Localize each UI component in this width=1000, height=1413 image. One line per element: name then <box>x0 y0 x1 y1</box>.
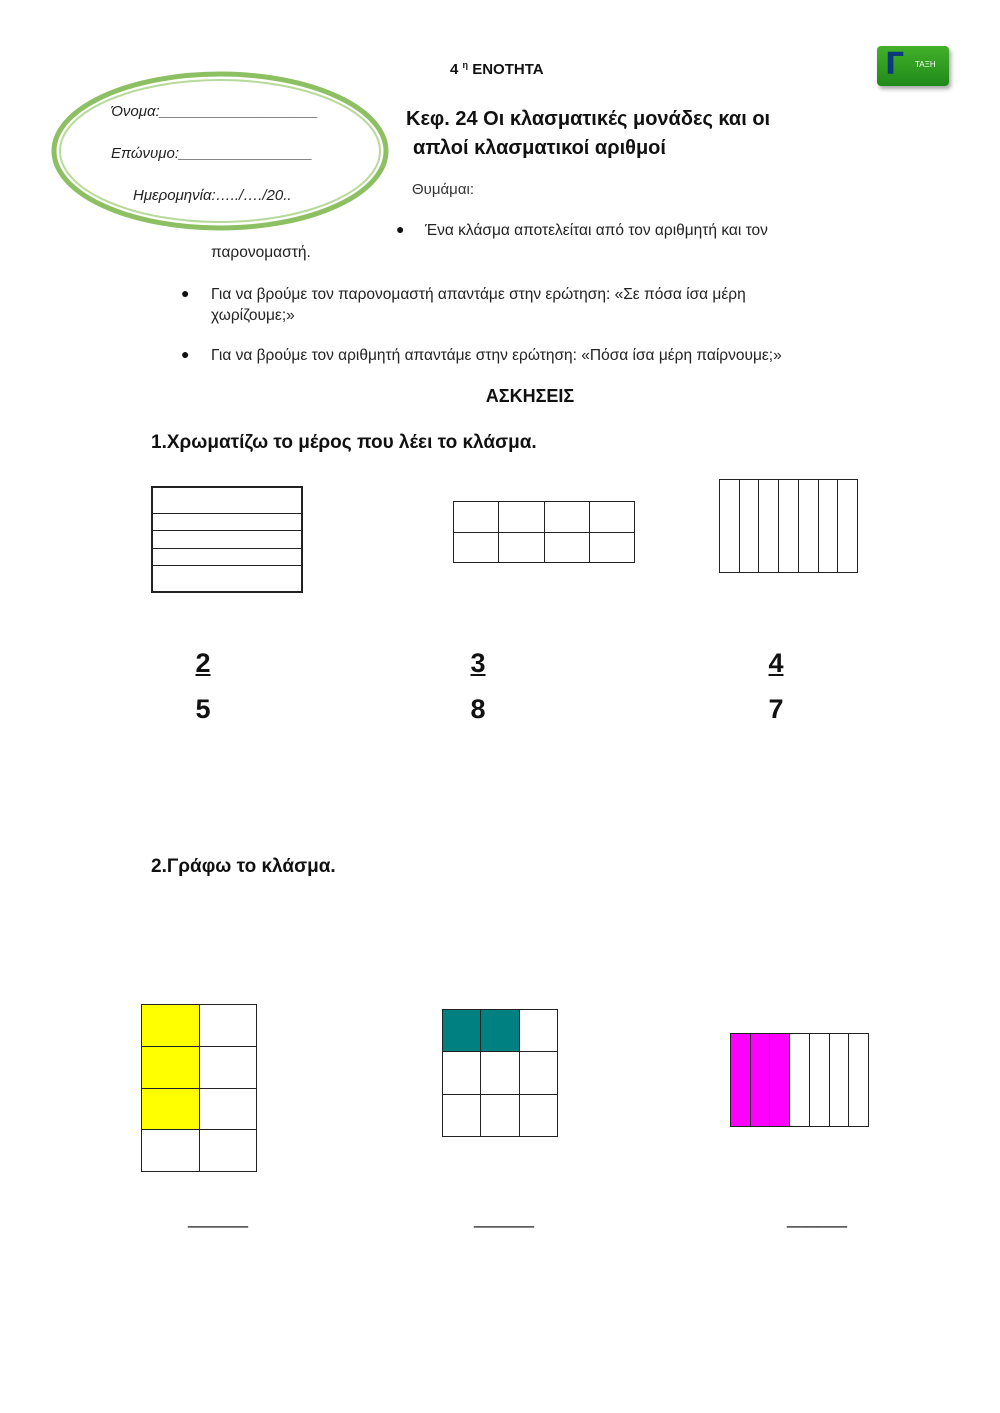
ex2-grid-magenta <box>730 1033 869 1127</box>
chapter-title-line2: απλοί κλασματικοί αριθμοί <box>413 137 666 159</box>
answer-blank-3[interactable]: ______ <box>787 1208 848 1228</box>
grid-cell[interactable] <box>589 502 634 533</box>
shaded-cell <box>770 1034 790 1127</box>
grid-cell <box>519 1094 557 1136</box>
name-field[interactable]: Όνομα:___________________ <box>111 103 319 120</box>
ex1-grid-fifths[interactable] <box>151 486 303 593</box>
fraction-denominator: 5 <box>195 694 211 724</box>
answer-blank-1[interactable]: ______ <box>188 1208 249 1228</box>
logo-letter: Γ <box>885 47 905 82</box>
grid-cell <box>199 1130 257 1172</box>
grid-cell[interactable] <box>152 487 302 513</box>
remember-label: Θυμάμαι: <box>412 181 474 198</box>
grid-cell[interactable] <box>759 480 779 573</box>
grid-cell[interactable] <box>454 502 499 533</box>
grid-cell[interactable] <box>779 480 799 573</box>
grid-cell <box>519 1052 557 1094</box>
exercises-heading: ΑΣΚΗΣΕΙΣ <box>485 386 575 406</box>
shaded-cell <box>481 1010 519 1052</box>
bullet-dot-2: ● <box>181 285 190 301</box>
bullet-1-line1: Ένα κλάσμα αποτελείται από τον αριθμητή και τον <box>425 222 768 239</box>
grid-cell[interactable] <box>720 480 740 573</box>
shaded-cell <box>731 1034 751 1127</box>
class-logo <box>877 46 949 86</box>
grid-cell[interactable] <box>589 532 634 563</box>
grid-cell[interactable] <box>818 480 838 573</box>
bullet-1-line2: παρονομαστή. <box>211 244 311 261</box>
fraction-numerator: 2 <box>195 648 211 678</box>
grid-cell <box>199 1088 257 1130</box>
grid-cell <box>829 1034 849 1127</box>
shaded-cell <box>443 1010 481 1052</box>
grid-cell[interactable] <box>544 502 589 533</box>
fraction-numerator: 4 <box>768 648 784 678</box>
ex1-grid-sevenths[interactable] <box>719 479 858 573</box>
bullet-dot-3: ● <box>181 346 190 362</box>
fraction-four-sevenths <box>761 641 791 733</box>
fraction-denominator: 7 <box>768 694 784 724</box>
grid-cell <box>199 1005 257 1047</box>
ex1-grid-eighths[interactable] <box>453 501 635 563</box>
answer-blank-2[interactable]: ______ <box>474 1208 535 1228</box>
shaded-cell <box>142 1046 200 1088</box>
fraction-denominator: 8 <box>470 694 486 724</box>
fraction-two-fifths <box>188 641 218 733</box>
grid-cell <box>849 1034 869 1127</box>
grid-cell <box>199 1046 257 1088</box>
fraction-numerator: 3 <box>470 648 486 678</box>
bullet-dot-1: ● <box>396 221 405 237</box>
grid-cell[interactable] <box>152 531 302 549</box>
ex2-grid-yellow <box>141 1004 257 1172</box>
grid-cell[interactable] <box>152 513 302 531</box>
unit-heading <box>450 60 544 78</box>
unit-superscript: η <box>462 60 469 70</box>
grid-cell <box>481 1052 519 1094</box>
fraction-three-eighths <box>463 641 493 733</box>
shaded-cell <box>142 1005 200 1047</box>
bullet-2-line1: Για να βρούμε τον παρονομαστή απαντάμε στην ερώτηση: «Σε πόσα ίσα μέρη <box>211 286 746 303</box>
grid-cell[interactable] <box>499 502 544 533</box>
date-field[interactable]: Ημερομηνία:…../…./20.. <box>133 187 292 204</box>
surname-field[interactable]: Επώνυμο:________________ <box>111 145 313 162</box>
grid-cell <box>142 1130 200 1172</box>
logo-text: ΤΑΞΗ <box>915 60 936 69</box>
grid-cell <box>519 1010 557 1052</box>
unit-number: 4 <box>450 61 459 78</box>
grid-cell[interactable] <box>152 548 302 566</box>
exercise1-title: 1.Χρωματίζω το μέρος που λέει το κλάσμα. <box>151 432 537 453</box>
ex2-grid-teal <box>442 1009 558 1137</box>
bullet-3-line1: Για να βρούμε τον αριθμητή απαντάμε στην ερώτηση: «Πόσα ίσα μέρη παίρνουμε;» <box>211 347 782 364</box>
shaded-cell <box>750 1034 770 1127</box>
grid-cell[interactable] <box>798 480 818 573</box>
unit-word: ΕΝΟΤΗΤΑ <box>472 61 544 78</box>
grid-cell[interactable] <box>739 480 759 573</box>
grid-cell[interactable] <box>838 480 858 573</box>
grid-cell <box>809 1034 829 1127</box>
grid-cell[interactable] <box>544 532 589 563</box>
chapter-title <box>406 105 770 163</box>
grid-cell[interactable] <box>499 532 544 563</box>
grid-cell <box>443 1052 481 1094</box>
exercise2-title: 2.Γράφω το κλάσμα. <box>151 856 336 877</box>
grid-cell <box>481 1094 519 1136</box>
grid-cell <box>790 1034 810 1127</box>
shaded-cell <box>142 1088 200 1130</box>
grid-cell[interactable] <box>152 566 302 592</box>
grid-cell[interactable] <box>454 532 499 563</box>
bullet-2-line2: χωρίζουμε;» <box>211 307 295 324</box>
grid-cell <box>443 1094 481 1136</box>
chapter-title-line1: Κεφ. 24 Οι κλασματικές μονάδες και οι <box>406 108 771 130</box>
